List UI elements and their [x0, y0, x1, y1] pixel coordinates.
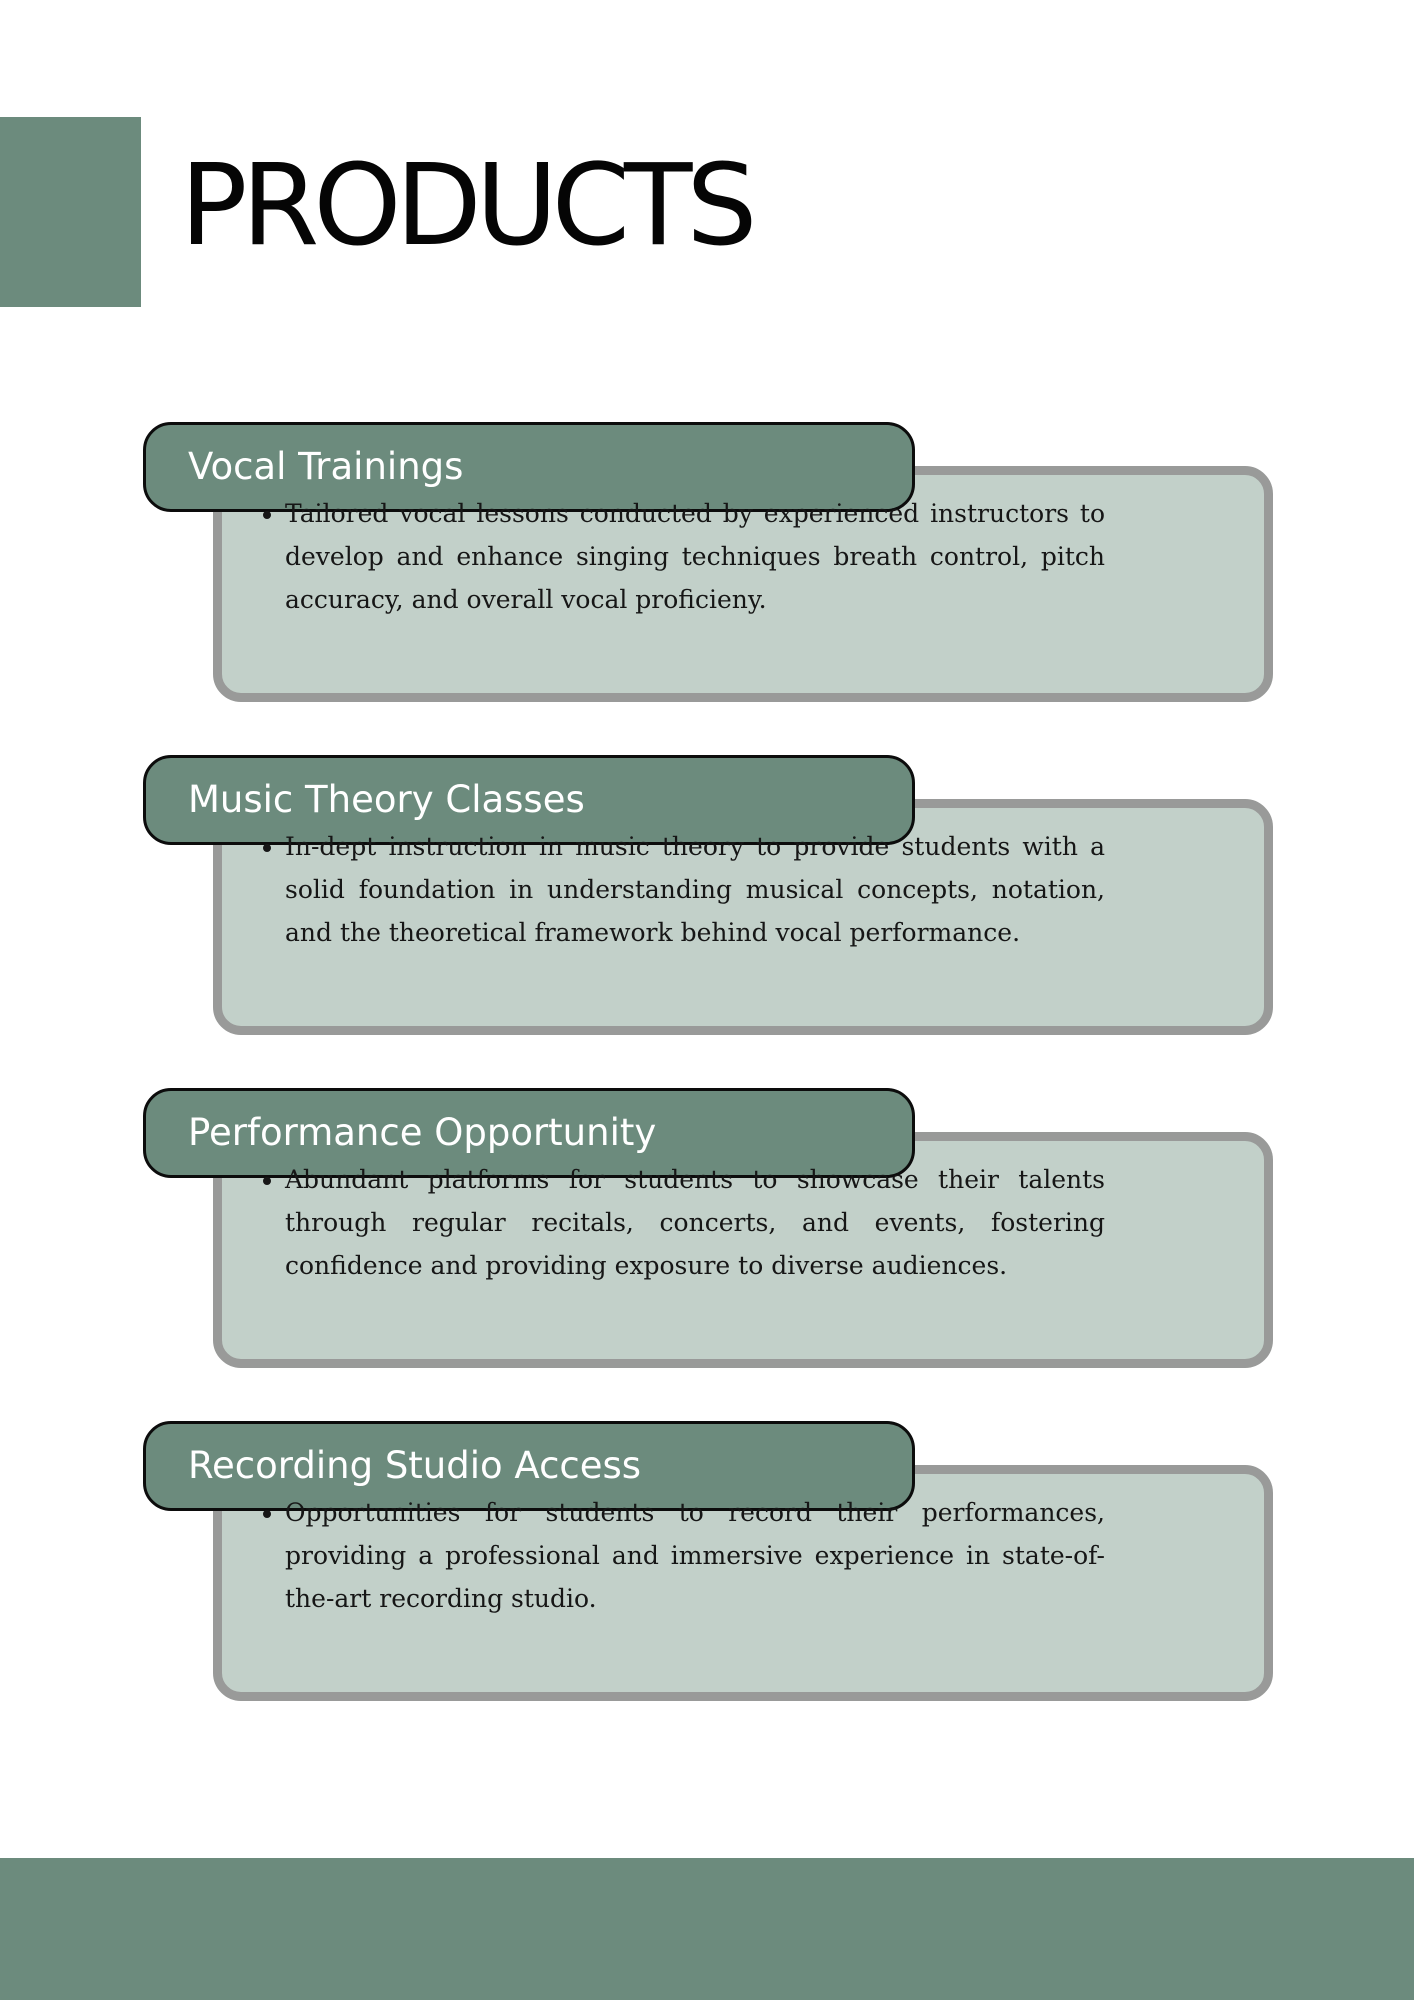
product-card-vocal-trainings [143, 422, 1273, 702]
product-title: Vocal Trainings [143, 422, 915, 512]
page-title: PRODUCTS [180, 141, 752, 271]
product-card-performance-opportunity [143, 1088, 1273, 1368]
product-card-recording-studio-access [143, 1421, 1273, 1701]
product-description-list [255, 492, 1105, 621]
product-description: • Opportunities for students to record their performances, providing a professional and immersive experience in state-of-the-art recording studio. [285, 1491, 1105, 1620]
product-title: Music Theory Classes [143, 755, 915, 845]
product-title: Performance Opportunity [143, 1088, 915, 1178]
product-description: • Abundant platforms for students to showcase their talents through regular recitals, concerts, and events, fostering confidence and providing exposure to diverse audiences. [285, 1158, 1105, 1287]
product-card-music-theory-classes [143, 755, 1273, 1035]
product-description: • Tailored vocal lessons conducted by experienced instructors to develop and enhance singing techniques breath control, pitch accuracy, and overall vocal proficieny. [285, 492, 1105, 621]
header-accent-block [0, 117, 141, 307]
product-description: • In-dept instruction in music theory to provide students with a solid foundation in understanding musical concepts, notation, and the theoretical framework behind vocal performance. [285, 825, 1105, 954]
product-description-list [255, 825, 1105, 954]
product-description-list [255, 1491, 1105, 1620]
footer-band [0, 1858, 1414, 2000]
product-description-list [255, 1158, 1105, 1287]
product-title: Recording Studio Access [143, 1421, 915, 1511]
